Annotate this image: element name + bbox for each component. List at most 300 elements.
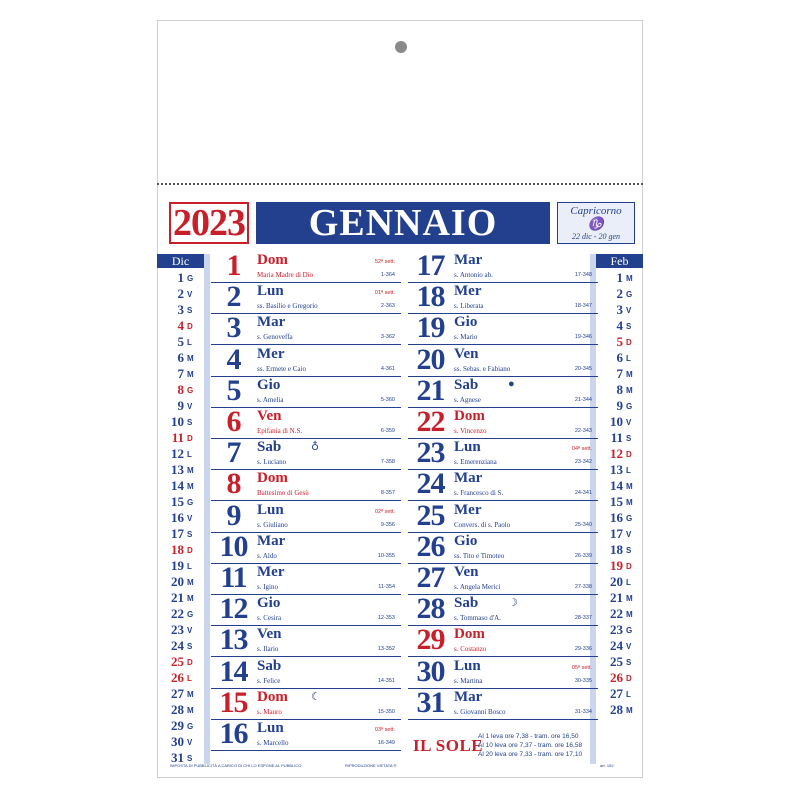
day-row xyxy=(408,467,598,501)
prev_month-day-letter: D xyxy=(187,546,193,555)
day-row xyxy=(211,405,401,439)
day-number: 3 xyxy=(226,311,241,345)
moon-phase-icon: ☾ xyxy=(311,690,321,703)
next_month-day-letter: S xyxy=(626,658,632,667)
weekday-name: Gio xyxy=(257,376,281,393)
prev_month-day-letter: S xyxy=(187,306,193,315)
weekday-name: Mer xyxy=(454,283,482,300)
prev_month-day-number: 15 xyxy=(171,494,184,509)
day-of-year: 20-345 xyxy=(574,365,592,372)
day-of-year: 14-351 xyxy=(377,677,395,684)
day-number: 6 xyxy=(226,405,241,438)
weekday-name: Gio xyxy=(454,532,478,549)
next_month-day-letter: G xyxy=(626,402,633,411)
day-of-year: 21-344 xyxy=(574,396,592,403)
prev_month-day-letter: S xyxy=(187,642,193,651)
day-row xyxy=(408,498,598,533)
next-month-label: Feb xyxy=(596,254,643,268)
day-row xyxy=(408,311,598,345)
prev_month-day-letter: D xyxy=(187,434,193,443)
day-number: 10 xyxy=(219,529,248,563)
prev_month-day-letter: M xyxy=(187,578,194,587)
next_month-day-letter: M xyxy=(626,706,633,715)
next_month-day-number: 9 xyxy=(616,398,623,413)
prev_month-day-number: 24 xyxy=(171,638,184,653)
next_month-day-letter: M xyxy=(626,498,633,507)
next_month-day-letter: L xyxy=(626,466,631,475)
prev_month-day-letter: V xyxy=(187,738,193,747)
prev_month-day-number: 13 xyxy=(171,462,184,477)
prev_month-day-letter: M xyxy=(187,594,194,603)
saint-name: s. Felice xyxy=(257,676,281,685)
week-number: 01ª sett. xyxy=(374,290,395,297)
prev_month-day-letter: S xyxy=(187,418,193,427)
zodiac-box xyxy=(557,202,635,244)
day-of-year: 1-364 xyxy=(380,272,395,278)
day-of-year: 31-334 xyxy=(574,708,592,715)
prev_month-day-letter: M xyxy=(187,706,194,715)
saint-name: ss. Tito e Timoteo xyxy=(454,551,505,560)
sun-times xyxy=(478,732,582,759)
saint-name: s. Mario xyxy=(454,333,478,342)
next_month-day-row xyxy=(596,700,643,720)
day-number: 1 xyxy=(226,249,241,282)
day-number: 12 xyxy=(219,592,248,626)
prev_month-day-letter: G xyxy=(187,610,194,619)
weekday-name: Lun xyxy=(454,439,481,456)
weekday-name: Mar xyxy=(454,252,483,268)
day-number: 8 xyxy=(226,467,241,501)
prev_month-day-number: 27 xyxy=(171,686,184,701)
prev_month-day-letter: G xyxy=(187,386,194,395)
prev_month-day-letter: M xyxy=(187,482,194,491)
day-number: 28 xyxy=(416,592,445,626)
saint-name: s. Ilario xyxy=(257,645,279,654)
weekday-name: Ven xyxy=(257,408,282,424)
weekday-name: Lun xyxy=(257,720,284,736)
article-code: art. 152 xyxy=(600,763,614,768)
weekday-name: Gio xyxy=(454,314,478,331)
day-row xyxy=(211,654,401,689)
weekday-name: Mar xyxy=(454,688,483,705)
saint-name: s. Giuliano xyxy=(257,520,288,529)
prev_month-day-letter: M xyxy=(187,354,194,363)
prev_month-day-letter: M xyxy=(187,466,194,475)
weekday-name: Gio xyxy=(257,595,281,612)
next_month-day-number: 17 xyxy=(610,526,623,541)
day-of-year: 25-340 xyxy=(574,521,592,528)
week-number: 05ª sett. xyxy=(571,664,592,671)
next_month-day-letter: S xyxy=(626,434,632,443)
weekday-name: Dom xyxy=(257,252,288,268)
day-number: 23 xyxy=(416,436,445,470)
day-row xyxy=(211,373,401,408)
next_month-day-number: 26 xyxy=(610,670,623,685)
tax-note: IMPOSTA DI PUBBLICITÀ A CARICO DI CHI LO ESPONE AL PUBBLICO xyxy=(170,763,302,768)
day-row xyxy=(408,654,598,689)
day-of-year: 30-335 xyxy=(574,677,592,684)
day-of-year: 9-356 xyxy=(380,521,395,528)
prev_month-day-letter: M xyxy=(187,370,194,379)
next_month-day-letter: D xyxy=(626,338,632,347)
day-number: 30 xyxy=(416,654,445,688)
prev_month-day-letter: M xyxy=(187,690,194,699)
day-number: 4 xyxy=(226,342,241,376)
day-row xyxy=(408,373,598,408)
day-number: 2 xyxy=(226,280,241,314)
day-of-year: 11-354 xyxy=(378,584,395,590)
day-of-year: 10-355 xyxy=(377,552,395,559)
day-row xyxy=(408,592,598,626)
day-of-year: 23-342 xyxy=(574,459,592,466)
day-number: 29 xyxy=(416,623,445,657)
day-number: 25 xyxy=(416,498,445,532)
day-row xyxy=(211,249,401,283)
day-row xyxy=(211,623,401,657)
prev_month-day-number: 14 xyxy=(171,478,184,493)
prev_month-day-letter: V xyxy=(187,514,193,523)
prev_month-day-number: 3 xyxy=(177,302,184,317)
saint-name: ss. Basilio e Gregorio xyxy=(257,302,318,311)
day-row xyxy=(408,436,598,470)
saint-name: s. Mauro xyxy=(257,707,282,716)
next_month-day-letter: V xyxy=(626,530,632,539)
prev_month-day-number: 1 xyxy=(177,270,184,285)
hanging-hole xyxy=(395,41,407,53)
left-separator xyxy=(204,254,210,764)
saint-name: s. Genoveffa xyxy=(257,333,293,342)
next_month-day-number: 27 xyxy=(610,686,623,701)
weekday-name: Sab xyxy=(454,595,479,612)
weekday-name: Ven xyxy=(257,626,282,643)
prev_month-day-number: 4 xyxy=(177,318,184,333)
weekday-name: Dom xyxy=(257,470,288,487)
saint-name: s. Martina xyxy=(454,676,483,685)
day-number: 7 xyxy=(226,436,241,470)
day-row xyxy=(408,561,598,595)
day-number: 31 xyxy=(416,685,445,719)
prev_month-day-letter: G xyxy=(187,274,194,283)
next_month-day-number: 16 xyxy=(610,510,623,525)
sun-title: IL SOLE xyxy=(413,736,484,755)
next_month-day-number: 19 xyxy=(610,558,623,573)
weekday-name: Mar xyxy=(257,532,286,549)
prev_month-day-number: 5 xyxy=(177,334,184,349)
next_month-day-letter: D xyxy=(626,674,632,683)
perforation-line xyxy=(157,183,643,185)
prev_month-day-number: 10 xyxy=(171,414,184,429)
next_month-day-number: 13 xyxy=(610,462,623,477)
next_month-day-letter: D xyxy=(626,450,632,459)
saint-name: s. Amelia xyxy=(257,395,284,404)
copyright-note: RIPRODUZIONE VIETATA ® xyxy=(345,763,397,768)
saint-name: s. Emerenziana xyxy=(454,458,497,467)
day-of-year: 8-357 xyxy=(380,490,395,497)
weekday-name: Ven xyxy=(454,345,479,362)
saint-name: s. Aldo xyxy=(257,551,277,560)
day-row xyxy=(408,342,598,377)
next_month-day-number: 11 xyxy=(610,430,623,445)
day-of-year: 24-341 xyxy=(574,490,592,497)
prev_month-day-number: 22 xyxy=(171,606,184,621)
day-row xyxy=(408,685,598,720)
next_month-day-number: 18 xyxy=(610,542,623,557)
day-row xyxy=(211,717,401,751)
day-of-year: 13-352 xyxy=(377,646,395,653)
weekday-name: Dom xyxy=(257,688,288,705)
saint-name: Battesimo di Gesù xyxy=(257,489,309,498)
next_month-day-letter: S xyxy=(626,322,632,331)
day-of-year: 15-350 xyxy=(377,708,395,715)
prev_month-day-letter: D xyxy=(187,658,193,667)
day-number: 20 xyxy=(416,342,445,376)
next_month-day-number: 5 xyxy=(616,334,623,349)
day-number: 15 xyxy=(219,685,248,719)
saint-name: s. Agnese xyxy=(454,395,481,404)
prev_month-day-number: 19 xyxy=(171,558,184,573)
next_month-day-number: 21 xyxy=(610,590,623,605)
saint-name: Epifania di N.S. xyxy=(257,427,303,435)
day-of-year: 27-338 xyxy=(574,584,592,590)
day-of-year: 22-343 xyxy=(574,428,592,434)
next_month-day-letter: G xyxy=(626,290,633,299)
moon-phase-icon: ♁ xyxy=(311,441,320,454)
day-of-year: 5-360 xyxy=(380,396,395,403)
day-row xyxy=(408,529,598,564)
day-row xyxy=(211,280,401,314)
moon-phase-icon: ☽ xyxy=(508,597,518,610)
prev_month-day-number: 18 xyxy=(171,542,184,557)
next_month-day-letter: M xyxy=(626,370,633,379)
next_month-day-number: 6 xyxy=(616,350,623,365)
week-number: 03ª sett. xyxy=(374,727,395,733)
day-number: 16 xyxy=(219,717,248,750)
saint-name: s. Liberata xyxy=(454,302,484,311)
prev_month-day-letter: S xyxy=(187,754,193,763)
next_month-day-number: 15 xyxy=(610,494,623,509)
saint-name: s. Luciano xyxy=(257,458,287,467)
sun-time-10: Al 10 leva ore 7,37 - tram. ore 16,58 xyxy=(478,742,583,749)
next_month-day-number: 22 xyxy=(610,606,623,621)
next_month-day-number: 28 xyxy=(610,702,623,717)
day-number: 24 xyxy=(416,467,445,501)
weekday-name: Ven xyxy=(454,564,479,580)
saint-name: s. Antonio ab. xyxy=(454,271,493,279)
next_month-day-letter: M xyxy=(626,482,633,491)
capricorn-symbol-icon: ♑ xyxy=(587,216,605,231)
saint-name: Maria Madre di Dio xyxy=(257,271,314,279)
weekday-name: Sab xyxy=(257,439,282,456)
weekday-name: Dom xyxy=(454,408,485,424)
prev_month-day-number: 28 xyxy=(171,702,184,717)
day-number: 26 xyxy=(416,529,445,563)
day-number: 5 xyxy=(226,373,241,407)
next_month-day-number: 8 xyxy=(616,382,623,397)
prev_month-day-number: 26 xyxy=(171,670,184,685)
prev_month-day-letter: L xyxy=(187,562,192,571)
saint-name: ss. Ermete e Caio xyxy=(257,364,306,373)
prev-month-label: Dic xyxy=(157,254,204,268)
saint-name: s. Angela Merici xyxy=(454,583,501,591)
next_month-day-letter: M xyxy=(626,274,633,283)
day-of-year: 26-339 xyxy=(574,552,592,559)
day-number: 11 xyxy=(220,561,247,594)
day-row xyxy=(408,249,598,283)
next_month-day-number: 20 xyxy=(610,574,623,589)
weekday-name: Mar xyxy=(257,314,286,331)
prev_month-day-number: 2 xyxy=(177,286,184,301)
week-number: 02ª sett. xyxy=(374,508,395,515)
next_month-day-letter: M xyxy=(626,594,633,603)
weekday-name: Dom xyxy=(454,626,485,643)
sun-time-1: Al 1 leva ore 7,38 - tram. ore 16,50 xyxy=(478,733,579,740)
day-of-year: 16-349 xyxy=(377,740,395,746)
prev_month-day-letter: G xyxy=(187,722,194,731)
day-row xyxy=(211,592,401,626)
saint-name: Convers. di s. Paolo xyxy=(454,520,511,529)
day-of-year: 6-359 xyxy=(380,428,395,434)
week-number: 52ª sett. xyxy=(374,259,395,265)
prev_month-day-number: 31 xyxy=(171,750,184,765)
next_month-day-number: 1 xyxy=(616,270,623,285)
next_month-day-letter: V xyxy=(626,306,632,315)
prev_month-day-number: 29 xyxy=(171,718,184,733)
day-row xyxy=(211,467,401,501)
day-row xyxy=(211,436,401,470)
prev_month-day-letter: V xyxy=(187,290,193,299)
saint-name: s. Vincenzo xyxy=(454,427,487,435)
year-label: 2023 xyxy=(169,202,249,244)
day-of-year: 4-361 xyxy=(380,365,395,372)
weekday-name: Sab xyxy=(454,376,479,393)
weekday-name: Sab xyxy=(257,657,282,674)
saint-name: s. Marcello xyxy=(257,739,289,747)
day-number: 13 xyxy=(219,623,248,657)
day-row xyxy=(211,498,401,533)
zodiac-name: Capricorno xyxy=(570,205,622,217)
next_month-day-number: 12 xyxy=(610,446,623,461)
prev_month-day-letter: S xyxy=(187,530,193,539)
day-of-year: 29-336 xyxy=(574,646,592,653)
day-number: 9 xyxy=(226,498,241,532)
prev_month-day-letter: L xyxy=(187,674,192,683)
day-of-year: 17-348 xyxy=(574,272,592,278)
next_month-day-letter: G xyxy=(626,626,633,635)
prev_month-day-number: 21 xyxy=(171,590,184,605)
day-number: 21 xyxy=(416,373,445,407)
prev_month-day-letter: G xyxy=(187,498,194,507)
saint-name: s. Cesira xyxy=(257,614,282,623)
next_month-day-number: 3 xyxy=(616,302,623,317)
prev_month-day-number: 23 xyxy=(171,622,184,637)
next_month-day-letter: S xyxy=(626,546,632,555)
next_month-day-number: 25 xyxy=(610,654,623,669)
day-row xyxy=(211,561,401,595)
day-of-year: 7-358 xyxy=(380,459,395,466)
day-row xyxy=(408,623,598,657)
day-row xyxy=(211,529,401,564)
prev_month-day-number: 7 xyxy=(177,366,184,381)
sun-time-20: Al 20 leva ore 7,33 - tram. ore 17,10 xyxy=(478,751,583,758)
day-number: 19 xyxy=(416,311,445,345)
prev_month-day-number: 17 xyxy=(171,526,184,541)
day-of-year: 2-363 xyxy=(380,303,395,310)
weekday-name: Mer xyxy=(257,345,285,362)
prev_month-day-number: 11 xyxy=(171,430,184,445)
day-number: 14 xyxy=(219,654,248,688)
weekday-name: Mar xyxy=(454,470,483,487)
prev_month-day-number: 16 xyxy=(171,510,184,525)
day-number: 27 xyxy=(416,561,445,594)
day-row xyxy=(211,685,401,720)
month-title: GENNAIO xyxy=(256,202,550,244)
prev_month-day-letter: V xyxy=(187,626,193,635)
next_month-day-number: 14 xyxy=(610,478,623,493)
next_month-day-number: 4 xyxy=(616,318,623,333)
day-of-year: 12-353 xyxy=(377,615,395,622)
day-number: 22 xyxy=(416,405,445,438)
saint-name: ss. Sebas. e Fabiano xyxy=(454,364,511,373)
zodiac-range: 22 dic - 20 gen xyxy=(572,232,620,241)
day-of-year: 18-347 xyxy=(574,303,592,310)
prev_month-day-number: 25 xyxy=(171,654,184,669)
week-number: 04ª sett. xyxy=(571,446,592,453)
weekday-name: Lun xyxy=(257,283,284,300)
prev_month-day-letter: D xyxy=(187,322,193,331)
saint-name: s. Francesco di S. xyxy=(454,489,504,498)
next_month-day-number: 2 xyxy=(616,286,623,301)
day-number: 17 xyxy=(416,249,445,282)
prev_month-day-number: 12 xyxy=(171,446,184,461)
day-of-year: 19-346 xyxy=(574,334,592,341)
next_month-day-number: 7 xyxy=(616,366,623,381)
next_month-day-number: 10 xyxy=(610,414,623,429)
weekday-name: Mer xyxy=(454,501,482,518)
weekday-name: Lun xyxy=(454,657,481,674)
prev_month-day-number: 6 xyxy=(177,350,184,365)
saint-name: s. Giovanni Bosco xyxy=(454,707,506,716)
next_month-day-letter: D xyxy=(626,562,632,571)
next_month-day-letter: M xyxy=(626,610,633,619)
moon-phase-icon: ● xyxy=(508,377,515,390)
next_month-day-letter: L xyxy=(626,578,631,587)
next_month-day-number: 23 xyxy=(610,622,623,637)
saint-name: s. Igino xyxy=(257,583,278,591)
next_month-day-letter: L xyxy=(626,354,631,363)
prev_month-day-letter: L xyxy=(187,338,192,347)
day-of-year: 28-337 xyxy=(574,615,592,622)
next_month-day-letter: V xyxy=(626,642,632,651)
next_month-day-letter: V xyxy=(626,418,632,427)
next_month-day-number: 24 xyxy=(610,638,623,653)
prev_month-day-letter: L xyxy=(187,450,192,459)
weekday-name: Lun xyxy=(257,501,284,518)
saint-name: s. Costanzo xyxy=(454,645,487,654)
day-of-year: 3-362 xyxy=(380,334,395,341)
next_month-day-letter: G xyxy=(626,514,633,523)
weekday-name: Mer xyxy=(257,564,285,580)
prev_month-day-letter: V xyxy=(187,402,193,411)
day-row xyxy=(408,405,598,439)
day-number: 18 xyxy=(416,280,445,314)
day-row xyxy=(211,342,401,377)
prev_month-day-number: 30 xyxy=(171,734,184,749)
prev_month-day-number: 9 xyxy=(177,398,184,413)
prev_month-day-number: 8 xyxy=(177,382,184,397)
next_month-day-letter: L xyxy=(626,690,631,699)
prev_month-day-number: 20 xyxy=(171,574,184,589)
day-row xyxy=(408,280,598,314)
